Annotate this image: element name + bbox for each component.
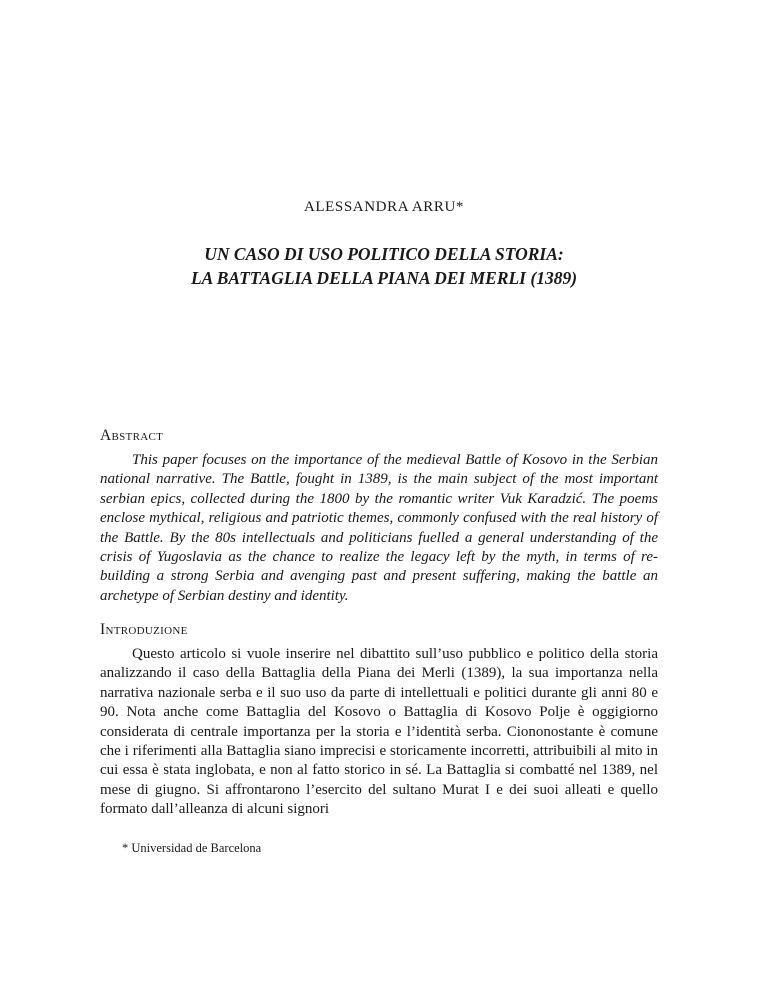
title-line-1: UN CASO DI USO POLITICO DELLA STORIA: — [204, 244, 564, 264]
abstract-heading: Abstract — [100, 427, 164, 444]
author-name: ALESSANDRA ARRU* — [303, 199, 465, 215]
paper-title — [0, 242, 768, 290]
footnote — [100, 841, 658, 856]
introduction-heading: Introduzione — [100, 621, 188, 638]
abstract-text: This paper focuses on the importance of the medieval Battle of Kosovo in the Serbian national narrative. The Battle, fought in 1389, is the main subject of the most important serbian epics, collected during the 1800 by the romantic writer Vuk Karadzić. The poems enclose mythical, religious and patriotic themes, commonly confused with the real history of the Battle. By the 80s intellectuals and politicians fuelled a general understanding of the crisis of Yugoslavia as the chance to realize the legacy left by the myth, in terms of re-building a strong Serbia and avenging past and present suffering, making the battle an archetype of Serbian destiny and identity. — [100, 452, 658, 604]
footnote-text: * Universidad de Barcelona — [122, 841, 262, 855]
introduction-text: Questo articolo si vuole inserire nel dibattito sull’uso pubblico e politico della storia analizzando il caso della Battaglia della Piana dei Merli (1389), la sua importanza nella narrativa nazionale serba e il suo uso da parte di intellettuali e politici durante gli anni 80 e 90. Nota anche come Battaglia del Kosovo o Battaglia di Kosovo Polje è oggigiorno considerata di centrale importanza per la storia e l’identità serba. Ciononostante è comune che i riferimenti alla Battaglia siano imprecisi e storicamente incorretti, attribuibili al mito in cui essa è stata inglobata, e non al fatto storico in sé. La Battaglia si combatté nel 1389, nel mese di giugno. Si affrontarono l’esercito del sultano Murat I e dei suoi alleati e quello formato dall’alleanza di alcuni signori — [100, 646, 658, 818]
title-line-2: LA BATTAGLIA DELLA PIANA DEI MERLI (1389) — [190, 268, 578, 288]
